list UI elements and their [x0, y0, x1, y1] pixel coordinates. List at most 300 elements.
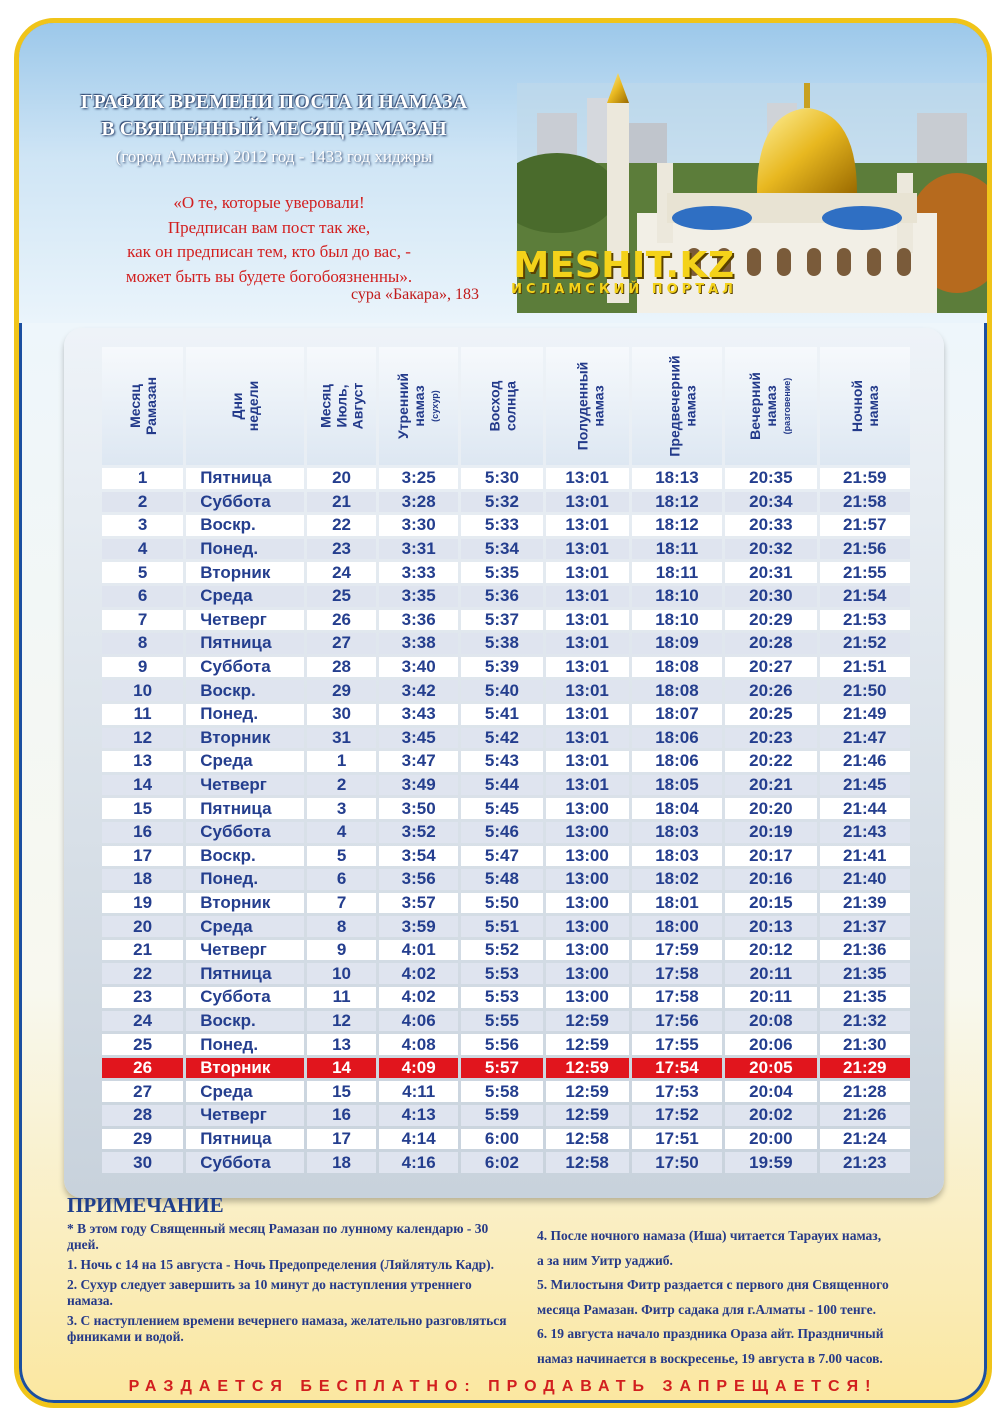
table-row [102, 1129, 910, 1150]
table-cell: 21:55 [820, 562, 910, 583]
table-cell: 3:36 [379, 610, 458, 631]
header-word: Вечерний [746, 372, 763, 440]
table-cell: 19:59 [725, 1152, 816, 1173]
table-cell: 18 [102, 869, 183, 890]
table-cell: Суббота [186, 822, 304, 843]
table-row [102, 1152, 910, 1173]
column-header-label [747, 372, 795, 440]
table-cell: 18:08 [632, 657, 722, 678]
table-cell: 21:45 [820, 775, 910, 796]
table-cell: 28 [102, 1105, 183, 1126]
table-cell: 21:54 [820, 586, 910, 607]
table-cell: 4:01 [379, 940, 458, 961]
table-cell: Вторник [186, 1058, 304, 1079]
title-block [39, 89, 509, 171]
table-cell: 21:32 [820, 1011, 910, 1032]
table-cell: Суббота [186, 657, 304, 678]
header [19, 23, 987, 323]
table-cell: 13:00 [546, 822, 629, 843]
table-cell: 18:06 [632, 728, 722, 749]
table-cell: 21:24 [820, 1129, 910, 1150]
quote-line: может быть вы будете богобоязненны». [125, 266, 413, 286]
table-cell: Воскр. [186, 846, 304, 867]
table-cell: 13:00 [546, 846, 629, 867]
schedule-table [99, 344, 913, 1176]
table-cell: 5:59 [461, 1105, 542, 1126]
title-line-2: В СВЯЩЕННЫЙ МЕСЯЦ РАМАЗАН [101, 118, 447, 140]
table-cell: 20:28 [725, 633, 816, 654]
table-cell: 10 [102, 680, 183, 701]
notes-left [67, 1221, 507, 1349]
table-cell: 21:52 [820, 633, 910, 654]
table-row [102, 822, 910, 843]
table-row [102, 562, 910, 583]
table-cell: Четверг [186, 940, 304, 961]
table-cell: 20:19 [725, 822, 816, 843]
table-row [102, 963, 910, 984]
table-cell: 6 [307, 869, 376, 890]
column-header [820, 347, 910, 465]
table-cell: Суббота [186, 987, 304, 1008]
table-cell: 3:31 [379, 539, 458, 560]
subtitle: (город Алматы) 2012 год - 1433 год хиджры [115, 147, 433, 166]
table-row [102, 940, 910, 961]
table-cell: 4 [307, 822, 376, 843]
table-cell: 18:04 [632, 798, 722, 819]
table-cell: 7 [307, 893, 376, 914]
header-word: Предвечерний [666, 355, 683, 457]
column-header [632, 347, 722, 465]
table-cell: 26 [307, 610, 376, 631]
table-cell: 13:01 [546, 657, 629, 678]
schedule-table-wrap [99, 344, 909, 1176]
table-cell: 21:50 [820, 680, 910, 701]
table-cell: 3:56 [379, 869, 458, 890]
header-word: солнца [501, 381, 518, 431]
table-cell: 5:48 [461, 869, 542, 890]
table-cell: 13:00 [546, 798, 629, 819]
table-cell: 4:06 [379, 1011, 458, 1032]
table-cell: 13:00 [546, 869, 629, 890]
table-cell: 5:44 [461, 775, 542, 796]
table-cell: 3:40 [379, 657, 458, 678]
table-cell: 21:41 [820, 846, 910, 867]
table-cell: 13:01 [546, 468, 629, 489]
table-cell: 21:58 [820, 492, 910, 513]
table-cell: 6:00 [461, 1129, 542, 1150]
table-cell: 13:00 [546, 893, 629, 914]
header-word: намаз [589, 385, 606, 427]
table-cell: 31 [307, 728, 376, 749]
table-cell: Вторник [186, 728, 304, 749]
table-cell: 18:13 [632, 468, 722, 489]
table-cell: 30 [307, 704, 376, 725]
table-cell: 6:02 [461, 1152, 542, 1173]
header-word: недели [245, 380, 262, 432]
column-header-label [229, 381, 261, 431]
table-cell: 17:51 [632, 1129, 722, 1150]
table-cell: Понед. [186, 869, 304, 890]
table-cell: Четверг [186, 1105, 304, 1126]
table-cell: Понед. [186, 539, 304, 560]
table-cell: 18:06 [632, 751, 722, 772]
table-cell: 21:53 [820, 610, 910, 631]
table-cell: 5:36 [461, 586, 542, 607]
column-header-label [127, 377, 159, 435]
quote-line: как он предписан тем, кто был до вас, - [127, 242, 411, 261]
table-cell: 12:59 [546, 1105, 629, 1126]
table-cell: 18:03 [632, 846, 722, 867]
table-cell: 13 [102, 751, 183, 772]
table-cell: 20:13 [725, 916, 816, 937]
note-item: 3. С наступлением времени вечернего намаза, желательно разговляться финиками и водой. [67, 1313, 507, 1344]
table-cell: Воскр. [186, 680, 304, 701]
table-cell: 19 [102, 893, 183, 914]
table-cell: 12 [307, 1011, 376, 1032]
table-cell: 21 [307, 492, 376, 513]
table-cell: Четверг [186, 610, 304, 631]
column-header [186, 347, 304, 465]
table-cell: 21:23 [820, 1152, 910, 1173]
table-cell: 13:01 [546, 492, 629, 513]
table-row [102, 492, 910, 513]
column-header-label [849, 380, 881, 432]
column-header [546, 347, 629, 465]
table-cell: 4:08 [379, 1034, 458, 1055]
table-cell: 20:25 [725, 704, 816, 725]
table-cell: 29 [102, 1129, 183, 1150]
table-cell: 21:59 [820, 468, 910, 489]
column-header-label [318, 383, 366, 430]
table-cell: 21:26 [820, 1105, 910, 1126]
table-cell: 21 [102, 940, 183, 961]
table-cell: 13:01 [546, 775, 629, 796]
table-cell: 30 [102, 1152, 183, 1173]
table-cell: 23 [307, 539, 376, 560]
table-cell: 18 [307, 1152, 376, 1173]
header-word: Август [349, 382, 366, 430]
table-cell: Среда [186, 751, 304, 772]
table-cell: 1 [307, 751, 376, 772]
table-cell: 18:03 [632, 822, 722, 843]
table-cell: 13:01 [546, 586, 629, 607]
table-cell: 5:45 [461, 798, 542, 819]
table-cell: 3:43 [379, 704, 458, 725]
table-cell: Среда [186, 586, 304, 607]
table-cell: 5:56 [461, 1034, 542, 1055]
table-cell: 13:00 [546, 940, 629, 961]
table-cell: Пятница [186, 798, 304, 819]
table-cell: 8 [102, 633, 183, 654]
table-cell: Суббота [186, 492, 304, 513]
table-cell: 29 [307, 680, 376, 701]
notes-section [67, 1191, 947, 1366]
table-cell: 3:57 [379, 893, 458, 914]
table-cell: 13:01 [546, 562, 629, 583]
table-cell: 13:01 [546, 515, 629, 536]
header-word: Утренний [394, 372, 411, 440]
table-cell: Четверг [186, 775, 304, 796]
poster [14, 18, 992, 1408]
table-cell: 20:26 [725, 680, 816, 701]
table-cell: 5:41 [461, 704, 542, 725]
table-row [102, 893, 910, 914]
table-row [102, 1058, 910, 1079]
table-cell: 5:32 [461, 492, 542, 513]
brand-subtitle: ИСЛАМСКИЙ ПОРТАЛ [511, 282, 737, 297]
note-item: а за ним Уитр уаджиб. [537, 1252, 673, 1268]
table-cell: 21:36 [820, 940, 910, 961]
table-cell: 5:55 [461, 1011, 542, 1032]
header-word: Ночной [848, 379, 865, 433]
table-cell: 4:09 [379, 1058, 458, 1079]
table-cell: Суббота [186, 1152, 304, 1173]
table-cell: 2 [102, 492, 183, 513]
table-cell: 12:59 [546, 1058, 629, 1079]
table-cell: 20:27 [725, 657, 816, 678]
note-item: * В этом году Священный месяц Рамазан по лунному календарю - 30 дней. [67, 1221, 489, 1252]
table-cell: 21:28 [820, 1081, 910, 1102]
table-row [102, 610, 910, 631]
table-cell: 20:08 [725, 1011, 816, 1032]
table-cell: 4:14 [379, 1129, 458, 1150]
table-cell: 18:09 [632, 633, 722, 654]
note-item: намаз начинается в воскресенье, 19 августа в 7.00 часов. [537, 1350, 883, 1366]
table-cell: Вторник [186, 562, 304, 583]
table-cell: 20:23 [725, 728, 816, 749]
header-word: намаз [682, 385, 699, 427]
table-cell: 3:49 [379, 775, 458, 796]
table-cell: 13:01 [546, 539, 629, 560]
table-cell: 7 [102, 610, 183, 631]
table-cell: 21:39 [820, 893, 910, 914]
table-cell: 3:59 [379, 916, 458, 937]
table-row [102, 468, 910, 489]
column-header [725, 347, 816, 465]
table-cell: 21:47 [820, 728, 910, 749]
quote-source: сура «Бакара», 183 [350, 286, 479, 303]
table-cell: 16 [307, 1105, 376, 1126]
table-cell: 4:02 [379, 987, 458, 1008]
table-cell: 13 [307, 1034, 376, 1055]
table-cell: 20:11 [725, 987, 816, 1008]
column-header [307, 347, 376, 465]
table-cell: 3 [307, 798, 376, 819]
table-cell: 21:44 [820, 798, 910, 819]
header-word: Восход [485, 380, 502, 432]
table-cell: 2 [307, 775, 376, 796]
table-cell: Пятница [186, 1129, 304, 1150]
table-cell: 5:57 [461, 1058, 542, 1079]
table-cell: 27 [307, 633, 376, 654]
header-word: намаз [864, 385, 881, 427]
table-cell: 17:52 [632, 1105, 722, 1126]
table-cell: 4 [102, 539, 183, 560]
brand-name: MESHIT.KZ [513, 245, 735, 286]
table-cell: 3:38 [379, 633, 458, 654]
quote [59, 191, 479, 289]
table-cell: 28 [307, 657, 376, 678]
table-cell: 20:15 [725, 893, 816, 914]
table-row [102, 704, 910, 725]
table-cell: 21:46 [820, 751, 910, 772]
table-cell: 24 [307, 562, 376, 583]
table-cell: Воскр. [186, 515, 304, 536]
table-cell: 1 [102, 468, 183, 489]
table-cell: 3:52 [379, 822, 458, 843]
footer-notice: РАЗДАЕТСЯ БЕСПЛАТНО: ПРОДАВАТЬ ЗАПРЕЩАЕТСЯ! [128, 1378, 878, 1395]
header-sub-label: (сухур) [429, 390, 440, 422]
table-cell: 20 [102, 916, 183, 937]
header-word: Полуденный [573, 361, 590, 451]
note-item: 4. После ночного намаза (Иша) читается Тарауих намаз, [537, 1228, 882, 1243]
table-cell: 20:04 [725, 1081, 816, 1102]
table-row [102, 657, 910, 678]
table-cell: 9 [307, 940, 376, 961]
table-cell: 17:53 [632, 1081, 722, 1102]
table-cell: 5:53 [461, 987, 542, 1008]
column-header [461, 347, 542, 465]
table-cell: 5:37 [461, 610, 542, 631]
column-header [379, 347, 458, 465]
table-cell: 20:00 [725, 1129, 816, 1150]
table-cell: 11 [307, 987, 376, 1008]
table-cell: 11 [102, 704, 183, 725]
table-cell: 21:51 [820, 657, 910, 678]
table-cell: 8 [307, 916, 376, 937]
table-cell: 5:38 [461, 633, 542, 654]
table-cell: 3:25 [379, 468, 458, 489]
table-cell: 20:35 [725, 468, 816, 489]
table-cell: 20:05 [725, 1058, 816, 1079]
table-cell: 3:42 [379, 680, 458, 701]
quote-line: Предписан вам пост так же, [167, 217, 371, 237]
table-cell: 5:58 [461, 1081, 542, 1102]
table-cell: 3:35 [379, 586, 458, 607]
table-cell: 20:17 [725, 846, 816, 867]
table-cell: 18:12 [632, 492, 722, 513]
table-cell: 18:12 [632, 515, 722, 536]
table-cell: 20:33 [725, 515, 816, 536]
table-cell: 24 [102, 1011, 183, 1032]
table-cell: 20:11 [725, 963, 816, 984]
table-cell: 17 [102, 846, 183, 867]
note-item: месяца Рамазан. Фитр садака для г.Алматы - 100 тенге. [537, 1301, 876, 1317]
table-row [102, 798, 910, 819]
table-cell: 5 [307, 846, 376, 867]
table-cell: 12:59 [546, 1081, 629, 1102]
header-word: Месяц [126, 384, 143, 428]
table-cell: 18:01 [632, 893, 722, 914]
table-cell: 17 [307, 1129, 376, 1150]
table-row [102, 728, 910, 749]
table-cell: 13:01 [546, 680, 629, 701]
table-row [102, 586, 910, 607]
table-cell: 12:58 [546, 1129, 629, 1150]
table-cell: 21:56 [820, 539, 910, 560]
header-word: Рамазан [142, 376, 159, 436]
table-cell: 18:11 [632, 539, 722, 560]
table-row [102, 1011, 910, 1032]
note-item: 1. Ночь с 14 на 15 августа - Ночь Предопределения (Ляйлятуль Кадр). [67, 1257, 495, 1272]
table-cell: Пятница [186, 633, 304, 654]
table-row [102, 539, 910, 560]
table-cell: 5:51 [461, 916, 542, 937]
table-cell: 5:35 [461, 562, 542, 583]
header-word: Месяц [317, 384, 334, 428]
table-body [102, 468, 910, 1173]
table-cell: 20:02 [725, 1105, 816, 1126]
table-cell: 20:20 [725, 798, 816, 819]
table-cell: 5:50 [461, 893, 542, 914]
table-cell: Среда [186, 1081, 304, 1102]
table-cell: Понед. [186, 1034, 304, 1055]
table-cell: 4:13 [379, 1105, 458, 1126]
table-cell: 21:43 [820, 822, 910, 843]
table-cell: 20:30 [725, 586, 816, 607]
header-word: намаз [410, 385, 427, 427]
table-cell: 12 [102, 728, 183, 749]
column-header-label [395, 373, 443, 439]
table-cell: 3:33 [379, 562, 458, 583]
table-cell: 3:50 [379, 798, 458, 819]
table-cell: 20:22 [725, 751, 816, 772]
header-row [102, 347, 910, 465]
table-cell: Воскр. [186, 1011, 304, 1032]
table-cell: 15 [102, 798, 183, 819]
table-cell: 5:43 [461, 751, 542, 772]
table-cell: 5:52 [461, 940, 542, 961]
table-cell: 20:34 [725, 492, 816, 513]
table-row [102, 633, 910, 654]
header-word: Июль, [333, 384, 350, 428]
table-cell: 20:12 [725, 940, 816, 961]
table-cell: 13:00 [546, 916, 629, 937]
table-cell: 18:00 [632, 916, 722, 937]
column-header [102, 347, 183, 465]
table-cell: 5:39 [461, 657, 542, 678]
table-cell: 6 [102, 586, 183, 607]
table-cell: 14 [102, 775, 183, 796]
schedule-frame [64, 328, 944, 1198]
table-cell: 13:00 [546, 987, 629, 1008]
title-line-1: ГРАФИК ВРЕМЕНИ ПОСТА И НАМАЗА [80, 91, 468, 113]
table-cell: 22 [102, 963, 183, 984]
table-cell: 14 [307, 1058, 376, 1079]
table-cell: Среда [186, 916, 304, 937]
table-cell: 26 [102, 1058, 183, 1079]
table-cell: 18:11 [632, 562, 722, 583]
table-cell: 20:31 [725, 562, 816, 583]
table-cell: Пятница [186, 468, 304, 489]
table-cell: 20:06 [725, 1034, 816, 1055]
table-cell: 25 [102, 1034, 183, 1055]
table-cell: 22 [307, 515, 376, 536]
table-cell: 17:56 [632, 1011, 722, 1032]
table-row [102, 916, 910, 937]
table-cell: 20:16 [725, 869, 816, 890]
table-cell: 18:02 [632, 869, 722, 890]
header-word: намаз [762, 385, 779, 427]
note-item: 2. Сухур следует завершить за 10 минут до наступления утреннего намаза. [67, 1277, 472, 1308]
table-cell: 18:07 [632, 704, 722, 725]
table-cell: 5:40 [461, 680, 542, 701]
brand-logo [509, 245, 739, 297]
table-cell: 5:33 [461, 515, 542, 536]
table-cell: Понед. [186, 704, 304, 725]
table-cell: 17:59 [632, 940, 722, 961]
table-cell: 20:21 [725, 775, 816, 796]
